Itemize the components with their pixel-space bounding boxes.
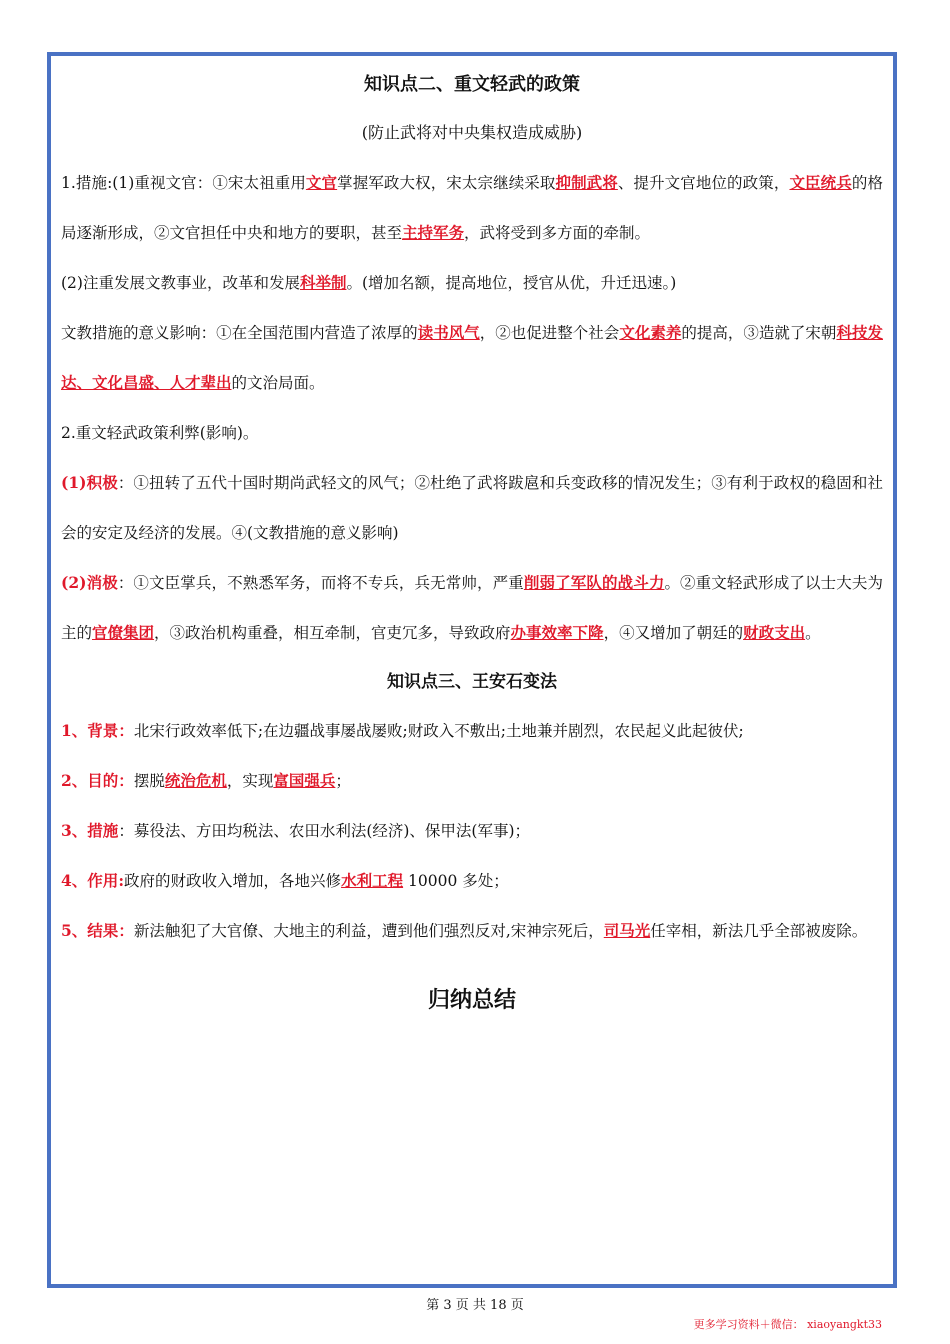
item-label: 背景 (87, 721, 119, 740)
section3-title: 知识点三、王安石变法 (387, 672, 557, 692)
item-label: 目的： (87, 771, 134, 790)
text-run: 10000 多处； (403, 872, 509, 890)
positive-paragraph (61, 458, 883, 558)
keyword: 文官 (305, 173, 338, 192)
reform-item-result (61, 906, 883, 956)
item-colon: ： (118, 721, 134, 740)
keyword: 科技发达、文化昌盛、人才辈出 (61, 323, 883, 392)
item-number: 1、 (61, 721, 88, 740)
negative-paragraph (61, 558, 883, 658)
item-number: 4、 (61, 871, 88, 890)
label-negative: 消极 (86, 573, 118, 592)
text-run: ； (335, 772, 351, 790)
text-run: ，④又增加了朝廷的 (603, 624, 744, 642)
keyword: 主持军务 (402, 223, 465, 242)
text-run: 摆脱 (133, 772, 165, 790)
keyword: 司马光 (603, 921, 651, 940)
item-label: 结果 (87, 921, 119, 940)
keyword: 官僚集团 (92, 623, 155, 642)
text-run: 任宰相，新法几乎全部被废除。 (650, 922, 868, 940)
item-colon: ： (118, 921, 134, 940)
text-run: 。(增加名额，提高地位，授官从优，升迁迅速。) (346, 274, 677, 292)
page-number: 第 3 页 共 18 页 (426, 1298, 524, 1313)
label-positive: 积极 (86, 473, 118, 492)
keyword: 富国强兵 (273, 771, 336, 790)
list-marker: (2) (61, 573, 87, 592)
reform-item-effect (61, 856, 883, 906)
measure-paragraph (61, 158, 883, 258)
section2-title: 知识点二、重文轻武的政策 (364, 74, 580, 95)
keyword: 文化素养 (619, 323, 682, 342)
keyword: 统治危机 (164, 771, 227, 790)
text-run: ，实现 (226, 772, 274, 790)
keyword: 抑制武将 (555, 173, 618, 192)
text-run: 的格局逐渐形成，②文官担任中央和地方的要职，甚至 (61, 174, 883, 242)
reform-item-background (61, 706, 883, 756)
pros-cons-heading: 2.重文轻武政策利弊(影响)。 (61, 424, 259, 442)
footer-promo-text: 更多学习资料＋微信： xiaoyangkt33 (693, 1318, 882, 1331)
text-run: 北宋行政效率低下;在边疆战事屡战屡败;财政入不敷出;土地兼并剧烈，农民起义此起彼伏; (133, 722, 744, 740)
list-marker: (1) (61, 473, 87, 492)
text-run: 政府的财政收入增加，各地兴修 (124, 872, 342, 890)
text-run: 。②重文轻武形成了以士大夫为主的 (61, 574, 883, 642)
keyword: 文臣统兵 (789, 173, 852, 192)
item-number: 3、 (61, 821, 88, 840)
item-number: 2、 (61, 771, 88, 790)
page-border (47, 52, 897, 1288)
keyword: 削弱了军队的战斗力 (523, 573, 665, 592)
keyword: 办事效率下降 (510, 623, 604, 642)
keyword: 水利工程 (341, 871, 404, 890)
item-number: 5、 (61, 921, 88, 940)
text-run: 1.措施:(1)重视文官：①宋太祖重用 (61, 174, 306, 192)
section2-subtitle: (防止武将对中央集权造成威胁) (361, 123, 583, 142)
text-run: (2)注重发展文教事业，改革和发展 (61, 274, 300, 292)
text-run: 、提升文官地位的政策， (617, 174, 790, 192)
text-run: ：①扭转了五代十国时期尚武轻文的风气；②杜绝了武将跋扈和兵变政移的情况发生；③有利于政权的稳固和社会的安定及经济的发展。④(文教措施的意义影响) (61, 474, 883, 542)
text-run: 的提高，③造就了宋朝 (681, 324, 837, 342)
item-label: 作用 (87, 871, 119, 890)
text-run: ，②也促进整个社会 (479, 324, 620, 342)
keyword: 财政支出 (743, 623, 806, 642)
text-run: 的文治局面。 (231, 374, 325, 392)
text-run: 新法触犯了大官僚、大地主的利益，遭到他们强烈反对,宋神宗死后， (133, 922, 604, 940)
text-run: 。 (805, 624, 821, 642)
text-run: 文教措施的意义影响：①在全国范围内营造了浓厚的 (61, 324, 418, 342)
item-colon: ： (118, 822, 134, 840)
text-run: ，武将受到多方面的牵制。 (464, 224, 651, 242)
reform-item-measures (61, 806, 883, 856)
text-run: 掌握军政大权，宋太宗继续采取 (337, 174, 556, 192)
item-colon: : (118, 871, 125, 890)
keyword: 读书风气 (417, 323, 480, 342)
significance-paragraph (61, 308, 883, 408)
summary-heading: 归纳总结 (427, 987, 516, 1013)
item-label: 措施 (87, 821, 119, 840)
text-run: ，③政治机构重叠，相互牵制，官吏冗多，导致政府 (154, 624, 511, 642)
education-paragraph (61, 258, 883, 308)
document-content (61, 70, 883, 1020)
reform-item-goal (61, 756, 883, 806)
keyword: 科举制 (299, 273, 347, 292)
text-run: 募役法、方田均税法、农田水利法(经济)、保甲法(军事)； (133, 822, 531, 840)
text-run: ：①文臣掌兵，不熟悉军务，而将不专兵，兵无常帅，严重 (117, 574, 524, 592)
